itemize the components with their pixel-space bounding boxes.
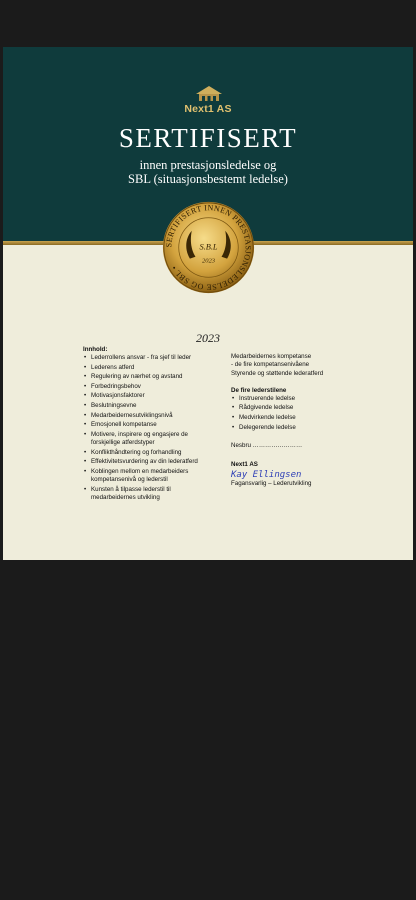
- list-item: • Medarbeidernesutviklingsnivå: [83, 412, 223, 420]
- list-item: • Delegerende ledelse: [231, 424, 401, 432]
- list-item: • Emosjonell kompetanse: [83, 421, 223, 429]
- list-item: [83, 486, 223, 503]
- contents-list: [83, 354, 223, 502]
- list-item-line: Kunsten å tilpasse lederstil til: [91, 485, 171, 493]
- list-item: • Beslutningsevne: [83, 402, 223, 410]
- list-item-line: medarbeidernes utvikling: [91, 494, 160, 502]
- contents-column: [83, 345, 223, 504]
- competence-text-line1: Medarbeidernes kompetanse: [231, 353, 312, 360]
- list-item: • Konflikthåndtering og forhandling: [83, 449, 223, 457]
- list-item: [83, 431, 223, 448]
- list-item: • Effektivitetsvurdering av din lederatferd: [83, 458, 223, 466]
- seal-center-text: S.B.L: [199, 242, 218, 252]
- list-item-line: Motivere, inspirere og engasjere de: [91, 430, 188, 438]
- list-item: • Rådgivende ledelse: [231, 404, 401, 412]
- logo-house-icon: [194, 85, 224, 103]
- logo-text: Next1 AS: [184, 103, 232, 115]
- list-item: • Lederrollens ansvar - fra sjef til leder: [83, 354, 223, 362]
- list-item: • Forbedringsbehov: [83, 383, 223, 391]
- list-item: • Motivasjonsfaktorer: [83, 392, 223, 400]
- certificate-year: 2023: [196, 331, 220, 345]
- competence-text-line2: - de fire kompetansenivåene: [231, 361, 310, 369]
- list-item: [83, 468, 223, 485]
- certificate-subtitle-line1: innen prestasjonsledelse og: [139, 158, 277, 172]
- list-item: • Lederens atferd: [83, 364, 223, 372]
- details-column: [231, 353, 401, 488]
- issuer-company: Next1 AS: [231, 460, 258, 468]
- competence-text-line3: Styrende og støttende lederatferd: [231, 369, 324, 377]
- list-item: • Medvirkende ledelse: [231, 414, 401, 422]
- leadership-styles-heading: De fire lederstilene: [231, 386, 287, 394]
- list-item-line: kompetansenivå og lederstil: [91, 476, 168, 484]
- signer-role: Fagansvarlig – Lederutvikling: [231, 479, 312, 487]
- leadership-styles-list: [231, 395, 401, 432]
- seal-ring-text: SERTIFISERT INNEN PRESTASJONSLEDELSE OG SBL •: [164, 203, 253, 292]
- gold-seal: [162, 201, 255, 294]
- signature-place-line: Nesbru ……………………: [231, 441, 303, 449]
- certificate-title: SERTIFISERT: [118, 123, 298, 153]
- certificate-subtitle-line2: SBL (situasjonsbestemt ledelse): [128, 172, 288, 186]
- contents-heading: Innhold:: [83, 346, 108, 353]
- list-item-line: forskjellige atferdstyper: [91, 439, 155, 447]
- list-item: • Regulering av nærhet og avstand: [83, 373, 223, 381]
- certificate: [3, 47, 413, 560]
- signature: Kay Ellingsen: [231, 469, 302, 480]
- list-item: • Instruerende ledelse: [231, 395, 401, 403]
- list-item-line: Koblingen mellom en medarbeiders: [91, 467, 189, 475]
- seal-year: 2023: [202, 257, 215, 265]
